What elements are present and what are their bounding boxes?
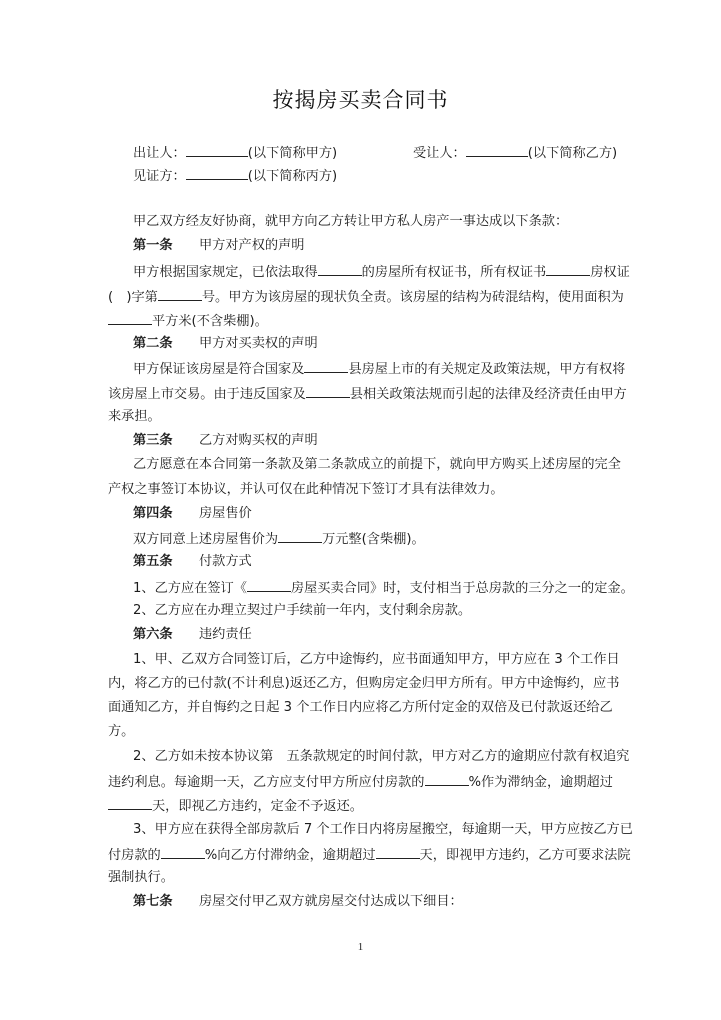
article-number: 第六条 — [133, 627, 173, 642]
witness-suffix: (以下简称丙方) — [247, 169, 338, 184]
blank-field[interactable] — [318, 263, 362, 276]
blank-field[interactable] — [108, 312, 152, 325]
text: 县相关政策法规而引起的法律及经济责任由甲方 — [349, 387, 627, 402]
buyer-suffix: (以下简称乙方) — [527, 146, 618, 161]
text: 甲方根据国家规定，已依法取得 — [133, 265, 318, 280]
text: 万元整(含柴棚)。 — [322, 532, 425, 547]
buyer-blank[interactable] — [466, 144, 528, 157]
text: 的房屋所有权证书，所有权证书 — [361, 265, 547, 280]
text: 方。 — [108, 724, 135, 739]
blank-field[interactable] — [376, 846, 420, 859]
text: 县房屋上市的有关规定及政策法规，甲方有权将 — [348, 362, 626, 377]
text: 天，即视甲方违约，乙方可要求法院 — [419, 848, 631, 863]
text: 房权证 — [590, 265, 630, 280]
seller-line — [133, 144, 337, 162]
article-1-line-1 — [133, 263, 630, 281]
text: 面通知乙方，并自悔约之日起 3 个工作日内应将乙方所付定金的双倍及已付款返还给乙 — [108, 700, 613, 715]
article-1-heading — [133, 238, 305, 254]
article-4-line-1 — [133, 530, 425, 548]
article-number: 第一条 — [133, 238, 173, 253]
article-6-line-1 — [133, 652, 620, 668]
text: %作为滞纳金，逾期超过 — [468, 775, 613, 790]
article-title: 付款方式 — [199, 554, 252, 569]
article-2-line-1 — [133, 360, 625, 378]
text: 强制执行。 — [108, 870, 174, 885]
article-6-line-3 — [108, 700, 613, 716]
text: 2、乙方如未按本协议第 五条款规定的时间付款，甲方对乙方的逾期应付款有权追究 — [133, 749, 630, 764]
seller-label: 出让人： — [133, 146, 186, 161]
article-6-line-7 — [108, 797, 363, 815]
article-title: 违约责任 — [199, 627, 252, 642]
article-7-heading — [133, 894, 463, 910]
witness-line — [133, 167, 337, 185]
intro-paragraph: 甲乙双方经友好协商，就甲方向乙方转让甲方私人房产一事达成以下条款： — [133, 214, 569, 229]
blank-field[interactable] — [278, 530, 322, 543]
text: 号。甲方为该房屋的现状负全责。该房屋的结构为砖混结构，使用面积为 — [201, 290, 624, 305]
article-1-line-3 — [108, 312, 268, 330]
text: 双方同意上述房屋售价为 — [133, 532, 279, 547]
article-5-line-1 — [133, 579, 634, 597]
text: 平方米(不含柴棚)。 — [152, 314, 268, 329]
article-title: 房屋交付甲乙双方就房屋交付达成以下细目： — [199, 894, 463, 909]
article-number: 第三条 — [133, 433, 173, 448]
text: 该房屋上市交易。由于违反国家及 — [108, 387, 306, 402]
article-title: 乙方对购买权的声明 — [199, 433, 318, 448]
text: 产权之事签订本协议，并认可仅在此种情况下签订才具有法律效力。 — [108, 482, 504, 497]
text: 内，将乙方的已付款(不计利息)返还乙方，但购房定金归甲方所有。甲方中途悔约，应书 — [108, 676, 620, 691]
article-title: 甲方对买卖权的声明 — [199, 336, 318, 351]
article-6-line-10 — [108, 870, 174, 886]
article-6-line-4 — [108, 724, 134, 740]
article-number: 第四条 — [133, 506, 173, 521]
text: %向乙方付滞纳金，逾期超过 — [204, 848, 376, 863]
article-1-line-2 — [108, 288, 624, 306]
article-2-line-2 — [108, 385, 627, 403]
text: ( )字第 — [108, 290, 158, 305]
article-6-line-2 — [108, 676, 619, 692]
buyer-label: 受让人： — [413, 146, 466, 161]
article-6-line-9 — [108, 846, 631, 864]
article-number: 第二条 — [133, 336, 173, 351]
witness-label: 见证方： — [133, 169, 186, 184]
buyer-line — [413, 144, 617, 162]
article-6-line-8 — [133, 822, 633, 838]
seller-suffix: (以下简称甲方) — [247, 146, 338, 161]
article-6-line-6 — [108, 773, 613, 791]
text: 1、甲、乙双方合同签订后，乙方中途悔约，应书面通知甲方，甲方应在 3 个工作日 — [133, 652, 620, 667]
article-6-line-5 — [133, 749, 629, 765]
blank-field[interactable] — [304, 360, 348, 373]
article-5-line-2 — [133, 603, 471, 619]
article-title: 甲方对产权的声明 — [199, 238, 305, 253]
text: 乙方愿意在本合同第一条款及第二条款成立的前提下，就向甲方购买上述房屋的完全 — [133, 457, 621, 472]
article-2-line-3 — [108, 409, 161, 425]
text: 来承担。 — [108, 409, 161, 424]
text: 违约利息。每逾期一天，乙方应支付甲方所应付房款的 — [108, 775, 425, 790]
article-3-line-1 — [133, 457, 621, 473]
blank-field[interactable] — [108, 797, 152, 810]
seller-blank[interactable] — [186, 144, 248, 157]
article-3-line-2 — [108, 482, 504, 498]
text: 天，即视乙方违约，定金不予返还。 — [152, 799, 363, 814]
text: 付房款的 — [108, 848, 161, 863]
article-2-heading — [133, 336, 318, 352]
page-number: 1 — [357, 941, 364, 953]
article-title: 房屋售价 — [199, 506, 252, 521]
article-5-heading — [133, 554, 252, 570]
witness-blank[interactable] — [186, 167, 248, 180]
article-number: 第七条 — [133, 894, 173, 909]
article-number: 第五条 — [133, 554, 173, 569]
blank-field[interactable] — [247, 579, 291, 592]
blank-field[interactable] — [425, 773, 469, 786]
article-3-heading — [133, 433, 318, 449]
text: 房屋买卖合同》时，支付相当于总房款的三分之一的定金。 — [290, 581, 634, 596]
text: 2、乙方应在办理立契过户手续前一年内，支付剩余房款。 — [133, 603, 472, 618]
text: 甲方保证该房屋是符合国家及 — [133, 362, 305, 377]
article-6-heading — [133, 627, 252, 643]
text: 1、乙方应在签订《 — [133, 581, 247, 596]
blank-field[interactable] — [306, 385, 350, 398]
document-title: 按揭房买卖合同书 — [272, 88, 449, 112]
blank-field[interactable] — [546, 263, 590, 276]
text: 3、甲方应在获得全部房款后 7 个工作日内将房屋搬空，每逾期一天，甲方应按乙方已 — [133, 822, 633, 837]
blank-field[interactable] — [158, 288, 202, 301]
article-4-heading — [133, 506, 252, 522]
blank-field[interactable] — [161, 846, 205, 859]
